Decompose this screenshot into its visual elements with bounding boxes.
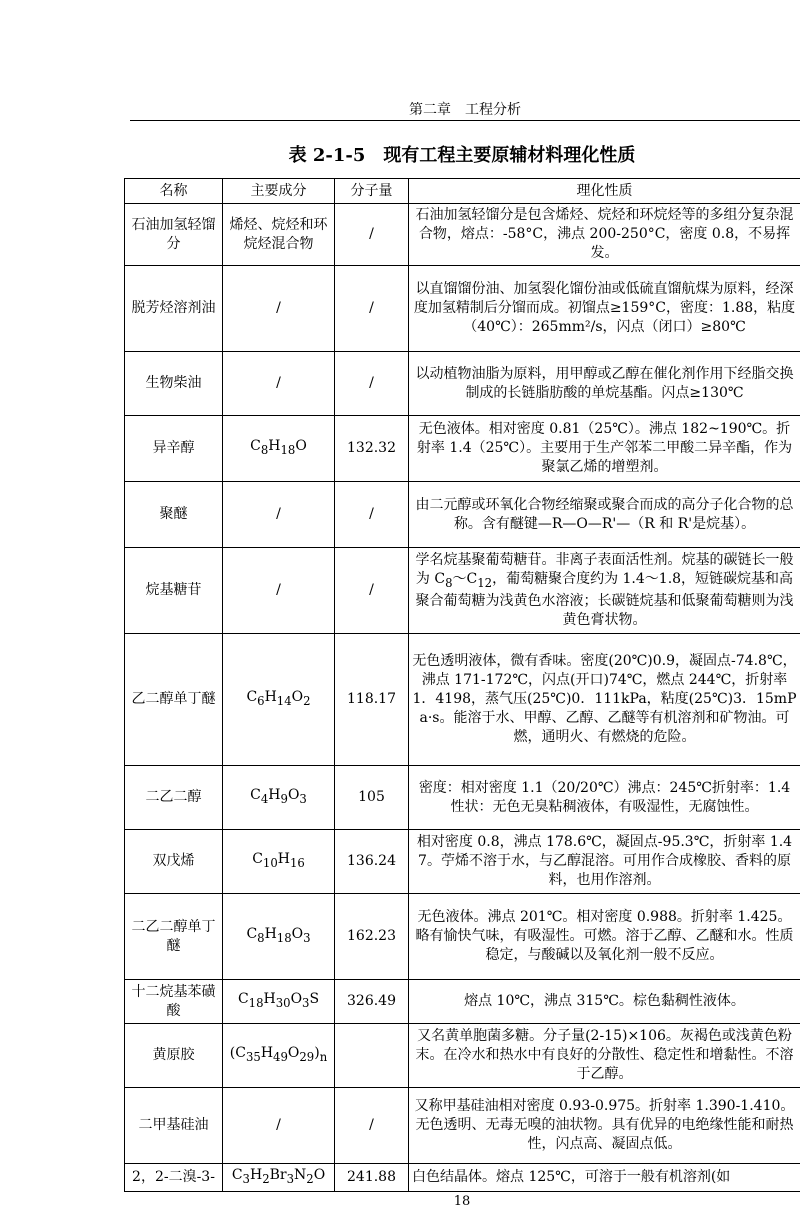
column-header-molecular-weight: 分子量 (335, 179, 409, 204)
cell-name: 异辛醇 (125, 416, 223, 482)
cell-name: 石油加氢轻馏分 (125, 204, 223, 266)
cell-properties: 又称甲基硅油相对密度 0.93-0.975。折射率 1.390-1.410。无色透明、无毒无嗅的油状物。具有优异的电绝缘性能和耐热性，闪点高、凝固点低。 (409, 1088, 800, 1164)
cell-molecular-weight: 326.49 (335, 980, 409, 1024)
table-row (125, 1088, 800, 1164)
cell-molecular-weight: 118.17 (335, 634, 409, 766)
table-row (125, 1024, 800, 1088)
materials-table (124, 178, 800, 1192)
cell-properties: 相对密度 0.8，沸点 178.6℃，凝固点-95.3℃，折射率 1.47。苧烯不溶于水，与乙醇混溶。可用作合成橡胶、香料的原料，也用作溶剂。 (409, 830, 800, 894)
cell-molecular-weight (335, 1024, 409, 1088)
cell-name: 乙二醇单丁醚 (125, 634, 223, 766)
cell-properties: 以直馏馏份油、加氢裂化馏份油或低硫直馏航煤为原料，经深度加氢精制后分馏而成。初馏点≥159°C，密度：1.88，粘度（40℃）：265mm²/s，闪点（闭口）≥80℃ (409, 266, 800, 352)
cell-properties: 无色液体。沸点 201℃。相对密度 0.988。折射率 1.425。略有愉快气味，有吸湿性。可燃。溶于乙醇、乙醚和水。性质稳定，与酸碱以及氧化剂一般不反应。 (409, 894, 800, 980)
cell-component: $C_{18}H_{30}O_3S$ (223, 980, 335, 1024)
cell-properties: 又名黄单胞菌多糖。分子量(2-15)×106。灰褐色或浅黄色粉末。在冷水和热水中有良好的分散性、稳定性和增黏性。不溶于乙醇。 (409, 1024, 800, 1088)
table-row (125, 894, 800, 980)
cell-component: $C_4H_9O_3$ (223, 766, 335, 830)
cell-component: / (223, 482, 335, 548)
cell-properties: 学名烷基聚葡萄糖苷。非离子表面活性剂。烷基的碳链长一般为 $C_8\sim C_{12}$，葡萄糖聚合度约为 1.4～1.8，短链碳烷基和高聚合葡萄糖为浅黄色水溶液；长碳链烷基和低聚葡萄糖则为浅黄色膏状物。 (409, 548, 800, 634)
page-header: 第二章 工程分析 (409, 102, 521, 118)
cell-name: 2，2-二溴-3- (125, 1164, 223, 1192)
cell-molecular-weight: 162.23 (335, 894, 409, 980)
cell-properties: 无色透明液体，微有香味。密度(20℃)0.9，凝固点-74.8℃，沸点 171-172℃，闪点(开口)74℃，燃点 244℃，折射率 1．4198，蒸气压(25℃)0．111kPa，粘度(25℃)3．15mPa·s。能溶于水、甲醇、乙醇、乙醚等有机溶剂和矿物油。可燃，通明火、有燃烧的危险。 (409, 634, 800, 766)
column-header-properties: 理化性质 (409, 179, 800, 204)
cell-molecular-weight: / (335, 266, 409, 352)
cell-component: $C_8H_{18}O$ (223, 416, 335, 482)
cell-molecular-weight: / (335, 352, 409, 416)
table-title: 表 2-1-5 现有工程主要原辅材料理化性质 (288, 145, 636, 166)
cell-molecular-weight: 105 (335, 766, 409, 830)
cell-component: $C_3H_2Br_3N_2O$ (223, 1164, 335, 1192)
cell-name: 生物柴油 (125, 352, 223, 416)
table-row (125, 352, 800, 416)
table-row (125, 980, 800, 1024)
cell-molecular-weight: / (335, 482, 409, 548)
cell-name: 脱芳烃溶剂油 (125, 266, 223, 352)
cell-component: $(C_{35}H_{49}O_{29})_n$ (223, 1024, 335, 1088)
cell-name: 烷基糖苷 (125, 548, 223, 634)
cell-properties: 白色结晶体。熔点 125℃，可溶于一般有机溶剂(如 (409, 1164, 800, 1192)
cell-molecular-weight: / (335, 204, 409, 266)
table-row (125, 766, 800, 830)
cell-molecular-weight: 136.24 (335, 830, 409, 894)
table-row (125, 266, 800, 352)
cell-properties: 密度：相对密度 1.1（20/20℃）沸点：245℃折射率：1.4 性状：无色无臭粘稠液体，有吸湿性，无腐蚀性。 (409, 766, 800, 830)
footer-rule (124, 1191, 800, 1192)
cell-molecular-weight: 132.32 (335, 416, 409, 482)
cell-properties: 石油加氢轻馏分是包含烯烃、烷烃和环烷烃等的多组分复杂混合物，熔点：-58°C，沸点 200-250°C，密度 0.8，不易挥发。 (409, 204, 800, 266)
cell-molecular-weight: / (335, 548, 409, 634)
cell-properties: 由二元醇或环氧化合物经缩聚或聚合而成的高分子化合物的总称。含有醚键—R—O—R'—（R 和 R'是烷基）。 (409, 482, 800, 548)
cell-name: 二乙二醇 (125, 766, 223, 830)
cell-component: / (223, 266, 335, 352)
page-number: 18 (453, 1194, 471, 1209)
cell-component: / (223, 548, 335, 634)
table-row (125, 548, 800, 634)
table-row (125, 830, 800, 894)
cell-component: 烯烃、烷烃和环烷烃混合物 (223, 204, 335, 266)
table-row (125, 634, 800, 766)
header-rule (130, 120, 800, 121)
cell-component: $C_6H_{14}O_2$ (223, 634, 335, 766)
cell-component: / (223, 352, 335, 416)
cell-component: / (223, 1088, 335, 1164)
cell-name: 二乙二醇单丁醚 (125, 894, 223, 980)
cell-name: 十二烷基苯磺酸 (125, 980, 223, 1024)
table-row (125, 416, 800, 482)
cell-name: 黄原胶 (125, 1024, 223, 1088)
cell-name: 双戊烯 (125, 830, 223, 894)
table-row (125, 1164, 800, 1192)
cell-properties: 无色液体。相对密度 0.81（25℃）。沸点 182~190℃。折射率 1.4（25℃）。主要用于生产邻苯二甲酸二异辛酯，作为聚氯乙烯的增塑剂。 (409, 416, 800, 482)
cell-component: $C_8H_{18}O_3$ (223, 894, 335, 980)
cell-properties: 熔点 10℃，沸点 315℃。棕色黏稠性液体。 (409, 980, 800, 1024)
table-row (125, 204, 800, 266)
cell-molecular-weight: / (335, 1088, 409, 1164)
table-header-row (125, 179, 800, 204)
table-row (125, 482, 800, 548)
column-header-name: 名称 (125, 179, 223, 204)
column-header-component: 主要成分 (223, 179, 335, 204)
cell-properties: 以动植物油脂为原料，用甲醇或乙醇在催化剂作用下经脂交换制成的长链脂肪酸的单烷基酯。闪点≥130℃ (409, 352, 800, 416)
cell-name: 二甲基硅油 (125, 1088, 223, 1164)
cell-molecular-weight: 241.88 (335, 1164, 409, 1192)
cell-component: $C_{10}H_{16}$ (223, 830, 335, 894)
cell-name: 聚醚 (125, 482, 223, 548)
